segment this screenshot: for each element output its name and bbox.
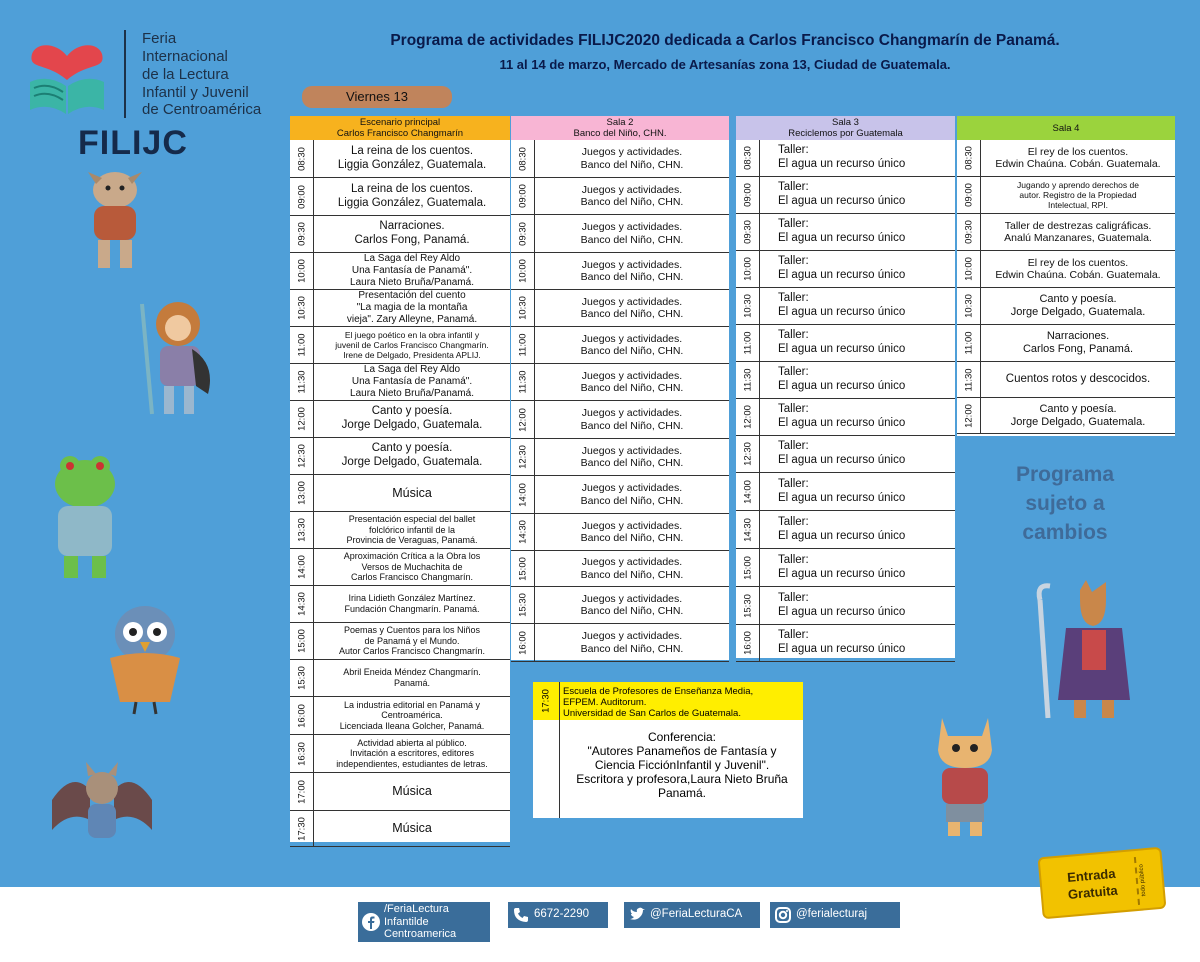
row-time: 09:30 [517, 221, 528, 246]
facebook-icon [362, 913, 380, 931]
schedule-row [511, 587, 729, 624]
schedule-row [290, 623, 510, 660]
logo-line: Feria [142, 30, 177, 47]
row-activity: Aproximación Crítica a la Obra los Versos de Muchachita de Carlos Francisco Changmarín. [343, 551, 481, 583]
row-activity: Taller: El agua un recurso único [778, 629, 906, 655]
logo-line: Internacional [142, 48, 228, 65]
heart-book-logo-icon [26, 42, 108, 118]
column-heading-line: Carlos Francisco Changmarín [336, 128, 464, 139]
schedule-row [736, 362, 955, 399]
row-activity: Taller: El agua un recurso único [778, 366, 906, 392]
row-activity: Juegos y actividades. Banco del Niño, CHN. [580, 146, 684, 171]
page-subtitle: 11 al 14 de marzo, Mercado de Artesanías zona 13, Ciudad de Guatemala. [499, 57, 951, 72]
row-activity: La Saga del Rey Aldo Una Fantasía de Panamá". Laura Nieto Bruña/Panamá. [350, 253, 474, 288]
schedule-row [957, 362, 1175, 398]
schedule-row [290, 475, 510, 512]
instagram-link[interactable] [770, 902, 900, 928]
row-time: 11:30 [742, 368, 753, 392]
row-activity: El rey de los cuentos. Edwin Chaúna. Cobán. Guatemala. [995, 145, 1161, 170]
schedule-row [290, 401, 510, 438]
schedule-row [957, 177, 1175, 214]
row-activity: La reina de los cuentos. Liggia González, Guatemala. [337, 182, 487, 209]
row-activity: Taller: El agua un recurso único [778, 329, 906, 355]
conference-description: Conferencia: "Autores Panameños de Fantasía y Ciencia FicciónInfantil y Juvenil". Escritora y profesora,Laura Nieto Bruña Panamá. [576, 730, 788, 800]
instagram-label: @ferialecturaj [796, 908, 868, 920]
row-activity: Abril Eneida Méndez Changmarín. Panamá. [343, 667, 481, 688]
schedule-row [290, 216, 510, 253]
schedule-row [511, 215, 729, 253]
armadillo-character-icon [70, 168, 160, 274]
ticket-stub-text: todo público [1138, 863, 1148, 897]
schedule-row [290, 549, 510, 586]
row-time: 12:00 [296, 407, 307, 431]
row-time: 08:30 [296, 146, 307, 171]
row-time: 10:30 [742, 294, 753, 318]
schedule-row [736, 140, 955, 177]
row-activity: El rey de los cuentos. Edwin Chaúna. Cobán. Guatemala. [995, 256, 1161, 281]
row-time: 10:00 [517, 259, 528, 283]
row-activity: La reina de los cuentos. Liggia González, Guatemala. [337, 144, 487, 171]
column-heading-line: Sala 4 [1052, 122, 1080, 134]
row-activity: Taller: El agua un recurso único [778, 515, 906, 542]
schedule-row [290, 697, 510, 735]
column-heading-line: Sala 2 [606, 117, 634, 128]
row-activity: Narraciones. Carlos Fong, Panamá. [354, 220, 470, 246]
row-time: 11:00 [517, 333, 528, 357]
schedule-row [511, 327, 729, 364]
owl-character-icon [96, 598, 194, 716]
row-activity: El juego poético en la obra infantil y juvenil de Carlos Francisco Changmarín. Irene de Delgado, Presidenta APLIJ. [335, 329, 489, 360]
twitter-icon [628, 906, 646, 924]
row-activity: Canto y poesía. Jorge Delgado, Guatemala. [341, 442, 483, 468]
schedule-row [736, 511, 955, 549]
fox-character-icon [1030, 580, 1140, 722]
schedule-row [736, 177, 955, 214]
schedule-row [957, 325, 1175, 362]
facebook-label: /FeriaLectura Infantilde Centroamerica [384, 903, 457, 940]
schedule-notice: Programa sujeto a cambios [1015, 463, 1115, 544]
schedule-row [736, 325, 955, 362]
schedule-row [290, 327, 510, 364]
row-time: 14:00 [517, 482, 528, 507]
schedule-row [290, 811, 510, 847]
row-time: 10:30 [517, 296, 528, 320]
schedule-row [290, 178, 510, 216]
schedule-row [511, 476, 729, 514]
schedule-row [290, 660, 510, 697]
row-activity: Juegos y actividades. Banco del Niño, CHN. [580, 630, 684, 655]
schedule-row [290, 438, 510, 475]
schedule-row [736, 288, 955, 325]
row-activity: Taller: El agua un recurso único [778, 440, 906, 466]
bat-character-icon [52, 760, 152, 846]
schedule-row [290, 773, 510, 811]
row-time: 11:30 [963, 367, 974, 392]
row-activity: Taller: El agua un recurso único [778, 144, 906, 170]
column-heading [511, 116, 729, 140]
row-time: 12:30 [742, 442, 753, 466]
schedule-row [736, 625, 955, 662]
row-time: 16:00 [742, 631, 753, 655]
row-time: 09:00 [963, 183, 974, 207]
schedule-row [511, 514, 729, 551]
row-activity: Juegos y actividades. Banco del Niño, CHN. [580, 482, 684, 507]
schedule-row [736, 549, 955, 587]
row-activity: Taller: El agua un recurso único [778, 255, 906, 281]
row-time: 08:30 [742, 146, 753, 170]
row-time: 12:30 [517, 445, 528, 469]
row-activity: Juegos y actividades. Banco del Niño, CHN. [580, 258, 684, 283]
page-title: Programa de actividades FILIJC2020 dedicada a Carlos Francisco Changmarín de Panamá. [390, 32, 1060, 49]
column-heading-line: Sala 3 [832, 117, 859, 128]
row-activity: Actividad abierta al público. Invitación a escritores, editores independientes, estudiantes de letras. [336, 737, 488, 769]
row-time: 12:00 [963, 403, 974, 428]
row-time: 09:00 [517, 184, 528, 208]
row-time: 17:30 [296, 816, 307, 841]
row-time: 09:30 [963, 220, 974, 244]
row-activity: Canto y poesía. Jorge Delgado, Guatemala. [1010, 293, 1146, 318]
row-time: 10:30 [296, 296, 307, 320]
row-activity: Juegos y actividades. Banco del Niño, CHN. [580, 519, 684, 544]
row-activity: Juegos y actividades. Banco del Niño, CHN. [580, 369, 684, 394]
schedule-row [736, 436, 955, 473]
row-time: 13:30 [296, 518, 307, 542]
column-heading-line: Reciclemos por Guatemala [788, 128, 903, 139]
schedule-row [290, 253, 510, 290]
row-activity: Taller: El agua un recurso único [778, 553, 906, 580]
row-time: 15:30 [517, 593, 528, 617]
schedule-row [957, 140, 1175, 177]
row-activity: Poemas y Cuentos para los Niños de Panamá y el Mundo. Autor Carlos Francisco Changmarín. [338, 625, 486, 657]
row-activity: Juegos y actividades. Banco del Niño, CHN. [580, 556, 684, 581]
schedule-row [736, 473, 955, 511]
row-activity: Canto y poesía. Jorge Delgado, Guatemala. [1010, 402, 1146, 428]
row-time: 08:30 [517, 146, 528, 171]
conference-time: 17:30 [540, 689, 552, 713]
row-time: 10:30 [963, 294, 974, 318]
row-time: 11:30 [517, 370, 528, 394]
row-activity: Juegos y actividades. Banco del Niño, CHN. [580, 183, 684, 208]
row-activity: Juegos y actividades. Banco del Niño, CHN. [580, 332, 684, 357]
phone-icon [512, 906, 530, 924]
ticket-label: Entrada Gratuita [1066, 865, 1119, 902]
row-activity: Taller: El agua un recurso único [778, 181, 906, 207]
row-activity: Taller de destrezas caligráficas. Analú Manzanares, Guatemala. [1004, 219, 1152, 244]
row-time: 15:00 [517, 556, 528, 581]
row-activity: Música [392, 821, 432, 836]
schedule-row [736, 587, 955, 625]
schedule-row [511, 364, 729, 401]
row-activity: Jugando y aprendo derechos de autor. Registro de la Propiedad Intelectual, RPI. [1017, 179, 1139, 210]
schedule-row [511, 439, 729, 476]
row-activity: Juegos y actividades. Banco del Niño, CHN. [580, 444, 684, 469]
column-heading-line: Escenario principal [359, 117, 441, 128]
row-activity: Taller: El agua un recurso único [778, 292, 906, 318]
row-activity: Canto y poesía. Jorge Delgado, Guatemala. [341, 405, 483, 431]
row-time: 10:00 [742, 257, 753, 281]
schedule-row [957, 214, 1175, 251]
row-time: 11:30 [296, 370, 307, 394]
schedule-row [511, 253, 729, 290]
row-activity: Cuentos rotos y descocidos. [1005, 372, 1151, 385]
column-heading-line: Banco del Niño, CHN. [573, 128, 667, 139]
row-time: 11:00 [742, 331, 753, 355]
row-activity: Taller: El agua un recurso único [778, 403, 906, 429]
schedule-row [290, 735, 510, 773]
instagram-icon [774, 906, 792, 924]
row-time: 16:00 [296, 703, 307, 728]
row-time: 15:30 [296, 666, 307, 690]
monkey-character-icon [130, 294, 220, 420]
row-time: 14:30 [742, 517, 753, 542]
row-time: 14:00 [742, 479, 753, 504]
row-time: 11:00 [963, 331, 974, 355]
row-time: 16:00 [517, 630, 528, 655]
row-time: 14:30 [296, 592, 307, 616]
conference-header [533, 682, 803, 720]
twitter-label: @FeriaLecturaCA [650, 908, 743, 920]
row-time: 12:30 [296, 444, 307, 468]
schedule-column-sala-2 [511, 116, 729, 660]
row-activity: Taller: El agua un recurso único [778, 477, 906, 504]
schedule-row [736, 214, 955, 251]
schedule-row [511, 290, 729, 327]
cat-character-icon [920, 710, 1010, 838]
row-time: 12:00 [742, 405, 753, 429]
schedule-row [290, 512, 510, 549]
row-activity: Música [392, 784, 432, 799]
logo-line: de la Lectura [142, 66, 229, 83]
ticket-stub [1134, 855, 1160, 905]
row-time: 09:30 [742, 220, 753, 244]
conference-venue: Escuela de Profesores de Enseñanza Media, EFPEM. Auditorum. Universidad de San Carlos de Guatemala. [563, 686, 754, 719]
row-time: 11:00 [296, 333, 307, 357]
schedule-row [957, 398, 1175, 434]
free-entry-ticket [1038, 847, 1167, 920]
logo-line: de Centroamérica [142, 101, 262, 118]
row-time: 13:00 [296, 481, 307, 505]
row-time: 10:00 [296, 259, 307, 283]
column-heading [957, 116, 1175, 140]
row-time: 15:00 [742, 555, 753, 580]
row-activity: La Saga del Rey Aldo Una Fantasía de Panamá". Laura Nieto Bruña/Panamá. [350, 364, 474, 399]
phone-link[interactable] [508, 902, 608, 928]
schedule-row [511, 140, 729, 178]
column-heading [290, 116, 510, 140]
schedule-row [511, 401, 729, 439]
row-time: 09:00 [296, 184, 307, 209]
row-activity: Taller: El agua un recurso único [778, 218, 906, 244]
row-activity: Irina Lidieth González Martínez. Fundación Changmarín. Panamá. [344, 593, 480, 614]
logo-line: Infantil y Juvenil [142, 84, 249, 101]
row-time: 17:00 [296, 779, 307, 804]
schedule-row [290, 586, 510, 623]
schedule-row [511, 178, 729, 215]
day-badge: Viernes 13 [302, 86, 452, 108]
frog-character-icon [40, 452, 130, 584]
row-activity: La industria editorial en Panamá y Centroamérica. Licenciada Ileana Golcher, Panamá. [339, 699, 485, 731]
row-activity: Juegos y actividades. Banco del Niño, CHN. [580, 295, 684, 320]
row-activity: Presentación del cuento "La magia de la montaña vieja". Zary Alleyne, Panamá. [346, 290, 478, 325]
row-activity: Juegos y actividades. Banco del Niño, CHN. [580, 407, 684, 432]
row-time: 14:30 [517, 520, 528, 544]
schedule-row [290, 290, 510, 327]
row-time: 09:30 [296, 222, 307, 246]
row-activity: Juegos y actividades. Banco del Niño, CHN. [580, 221, 684, 246]
row-time: 14:00 [296, 555, 307, 579]
row-time: 16:30 [296, 741, 307, 766]
schedule-row [736, 399, 955, 436]
conference-card [533, 682, 803, 818]
row-time: 15:00 [296, 629, 307, 653]
phone-label: 6672-2290 [534, 908, 589, 920]
row-activity: Música [392, 485, 432, 500]
row-time: 15:30 [742, 593, 753, 618]
row-time: 10:00 [963, 257, 974, 281]
schedule-row [290, 364, 510, 401]
schedule-column-main-stage [290, 116, 510, 842]
row-time: 09:00 [742, 183, 753, 207]
schedule-column-sala-3 [736, 116, 955, 658]
row-time: 12:00 [517, 407, 528, 432]
twitter-link[interactable] [624, 902, 760, 928]
row-activity: Narraciones. Carlos Fong, Panamá. [1022, 330, 1134, 355]
row-time: 08:30 [963, 146, 974, 170]
logo-divider [124, 30, 126, 118]
schedule-column-sala-4 [957, 116, 1175, 436]
schedule-row [736, 251, 955, 288]
schedule-row [957, 288, 1175, 325]
schedule-row [511, 624, 729, 662]
schedule-row [511, 551, 729, 587]
row-activity: Juegos y actividades. Banco del Niño, CHN. [580, 592, 684, 617]
schedule-row [290, 140, 510, 178]
schedule-row [957, 251, 1175, 288]
facebook-link[interactable] [358, 902, 490, 942]
row-activity: Presentación especial del ballet folclórico infantil de la Provincia de Veraguas, Panamá. [346, 514, 478, 546]
row-activity: Taller: El agua un recurso único [778, 591, 906, 618]
column-heading [736, 116, 955, 140]
logo-acronym: FILIJC [78, 124, 188, 162]
